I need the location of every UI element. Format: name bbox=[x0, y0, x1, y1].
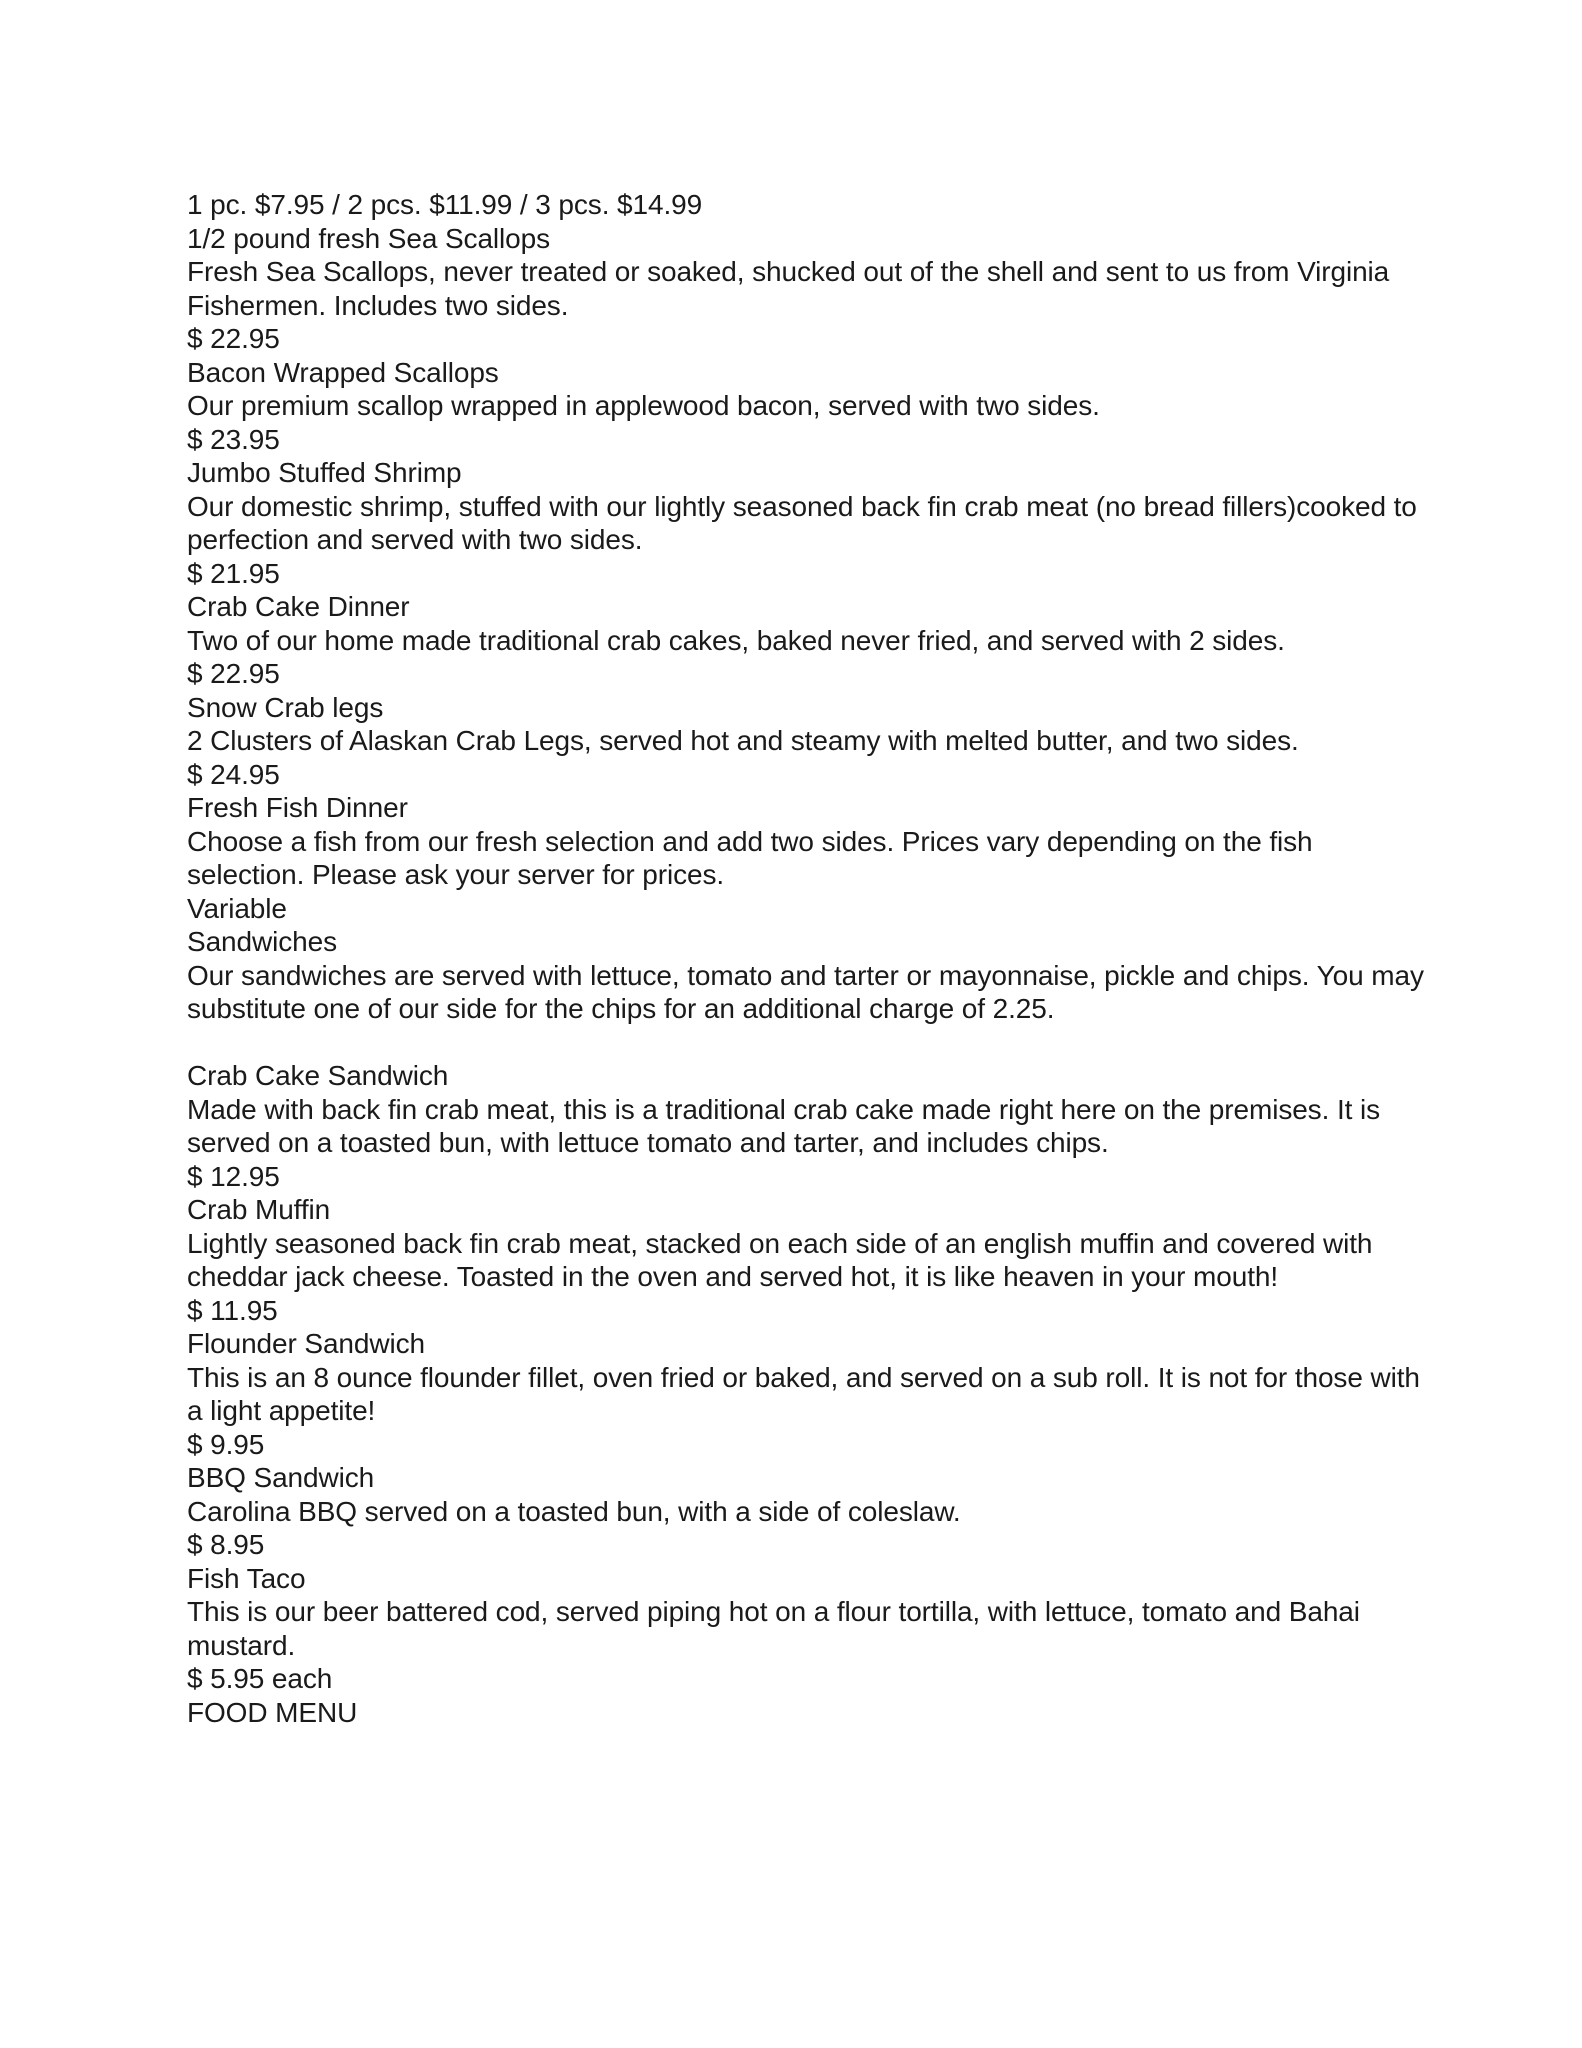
item-price: $ 12.95 bbox=[187, 1160, 280, 1192]
item-price: $ 22.95 bbox=[187, 323, 280, 354]
item-description: Our premium scallop wrapped in applewood bacon, served with two sides. bbox=[187, 390, 1100, 421]
item-title: Fresh Fish Dinner bbox=[187, 792, 408, 823]
item-description: Carolina BBQ served on a toasted bun, with a side of coleslaw. bbox=[187, 1495, 961, 1527]
item-description: Choose a fish from our fresh selection and add two sides. Prices vary depending on the fish selection. Please ask your server for prices. bbox=[187, 825, 1313, 890]
item-title: Jumbo Stuffed Shrimp bbox=[187, 457, 462, 488]
item-price: Variable bbox=[187, 892, 287, 924]
item-price: $ 5.95 each bbox=[187, 1663, 333, 1694]
menu-footer-title: FOOD MENU bbox=[187, 1696, 358, 1728]
item-title: BBQ Sandwich bbox=[187, 1462, 375, 1493]
section-title: Sandwiches bbox=[187, 926, 337, 957]
item-price: $ 11.95 bbox=[187, 1294, 278, 1326]
item-title: Bacon Wrapped Scallops bbox=[187, 356, 499, 388]
section-description: Our sandwiches are served with lettuce, tomato and tarter or mayonnaise, pickle and chips. You may substitute one of our side for the chips for an additional charge of 2.25. bbox=[187, 959, 1424, 1024]
item-price: $ 24.95 bbox=[187, 758, 280, 790]
blank-line bbox=[187, 1026, 1427, 1060]
item-title: 1/2 pound fresh Sea Scallops bbox=[187, 222, 551, 254]
item-description: Our domestic shrimp, stuffed with our lightly seasoned back fin crab meat (no bread fillers)cooked to perfection and served with two sides. bbox=[187, 490, 1417, 555]
item-title: Crab Cake Sandwich bbox=[187, 1060, 449, 1091]
item-price: $ 21.95 bbox=[187, 557, 280, 589]
item-title: Flounder Sandwich bbox=[187, 1328, 425, 1359]
item-title: Fish Taco bbox=[187, 1562, 306, 1594]
item-price: $ 22.95 bbox=[187, 658, 280, 689]
item-description: Lightly seasoned back fin crab meat, stacked on each side of an english muffin and covered with cheddar jack cheese. Toasted in the oven and served hot, it is like heaven in your mouth! bbox=[187, 1227, 1373, 1292]
menu-page bbox=[187, 188, 1427, 1729]
item-description: This is an 8 ounce flounder fillet, oven fried or baked, and served on a sub roll. It is not for those with a light appetite! bbox=[187, 1361, 1420, 1426]
item-title: Crab Cake Dinner bbox=[187, 591, 410, 622]
item-description: Two of our home made traditional crab cakes, baked never fried, and served with 2 sides. bbox=[187, 624, 1285, 656]
price-line: 1 pc. $7.95 / 2 pcs. $11.99 / 3 pcs. $14.99 bbox=[187, 189, 703, 220]
item-price: $ 9.95 bbox=[187, 1428, 265, 1460]
item-description: This is our beer battered cod, served piping hot on a flour tortilla, with lettuce, tomato and Bahai mustard. bbox=[187, 1596, 1360, 1661]
item-price: $ 23.95 bbox=[187, 423, 280, 455]
item-title: Crab Muffin bbox=[187, 1194, 331, 1225]
item-title: Snow Crab legs bbox=[187, 691, 384, 723]
item-description: Fresh Sea Scallops, never treated or soaked, shucked out of the shell and sent to us from Virginia Fishermen. Includes two sides. bbox=[187, 256, 1390, 321]
item-price: $ 8.95 bbox=[187, 1529, 265, 1560]
item-description: Made with back fin crab meat, this is a traditional crab cake made right here on the premises. It is served on a toasted bun, with lettuce tomato and tarter, and includes chips. bbox=[187, 1093, 1381, 1158]
item-description: 2 Clusters of Alaskan Crab Legs, served hot and steamy with melted butter, and two sides. bbox=[187, 725, 1299, 756]
